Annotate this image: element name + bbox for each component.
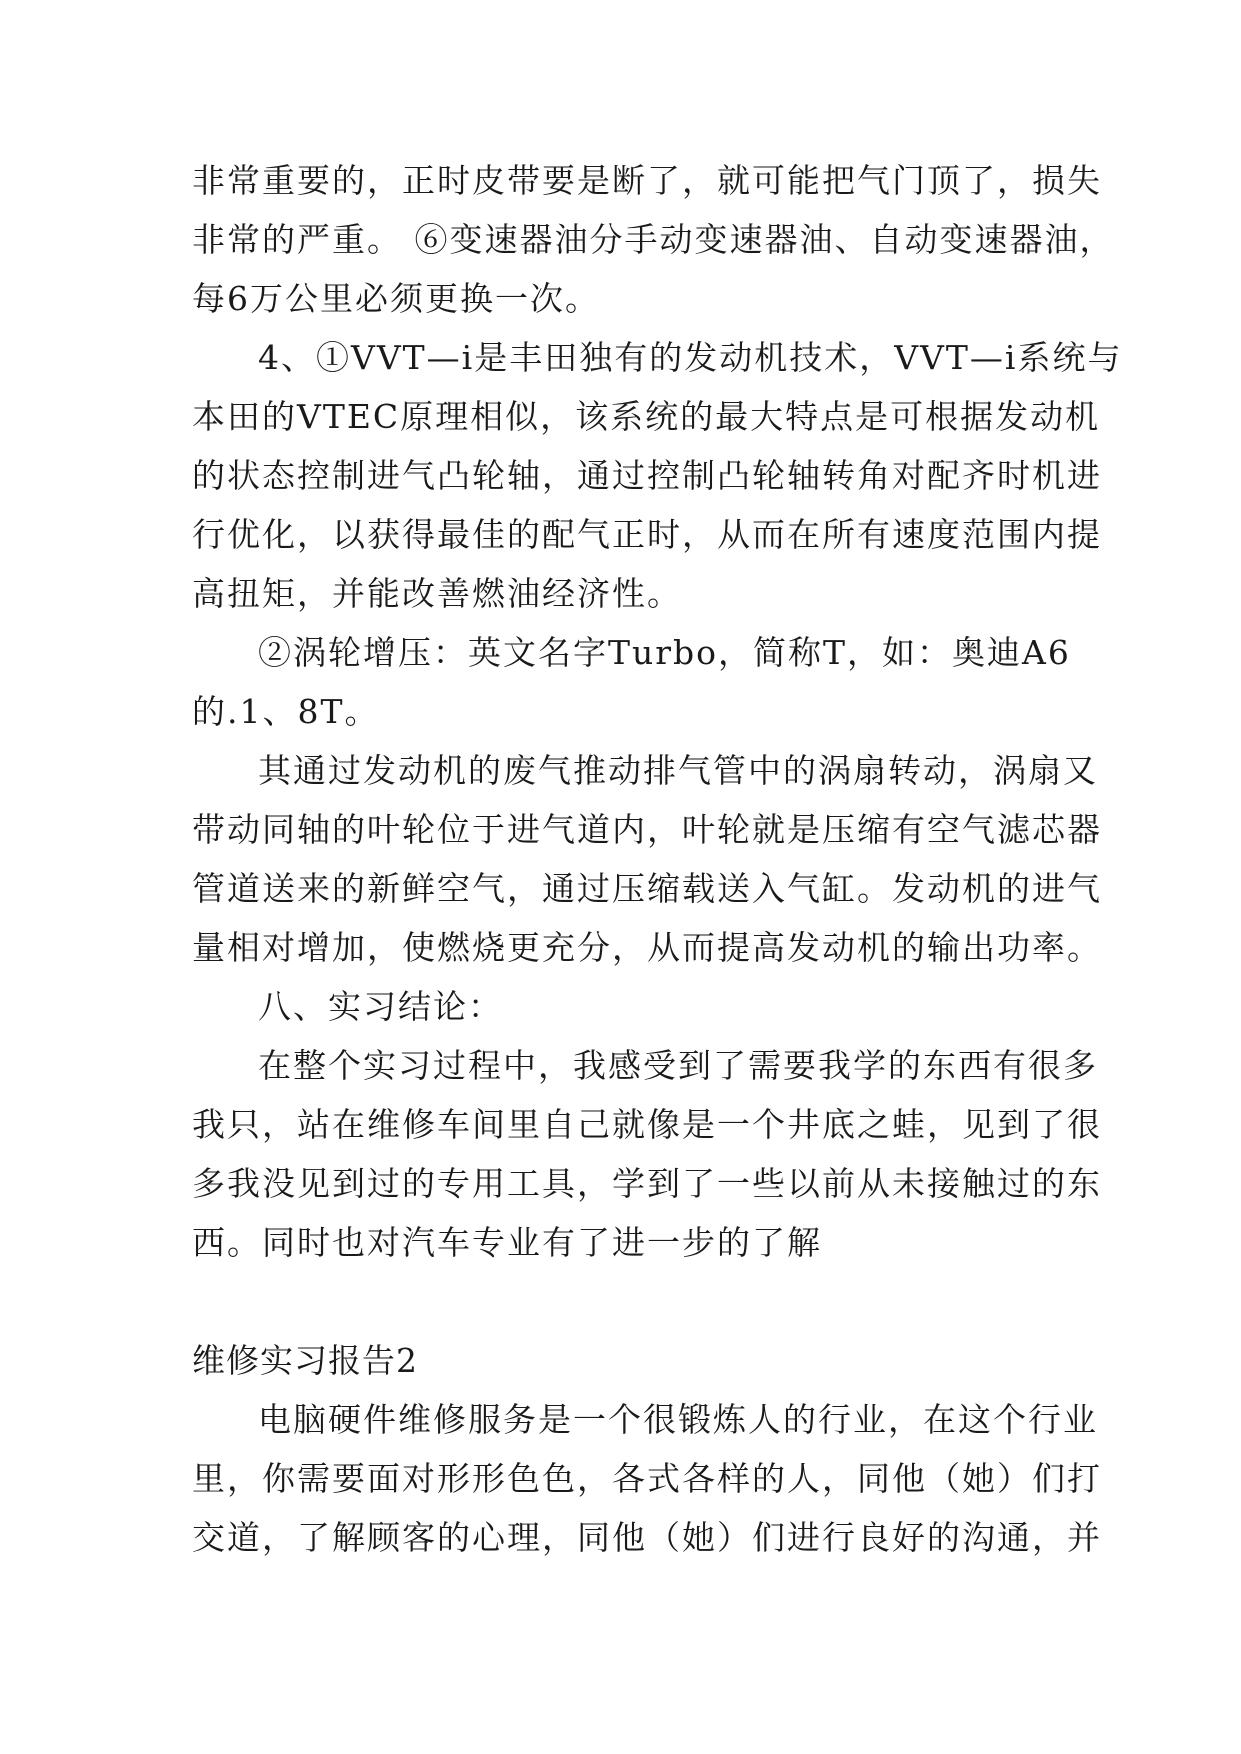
text-line: 西。同时也对汽车专业有了进一步的了解 [192,1223,822,1262]
text-line: 交道，了解顾客的心理，同他（她）们进行良好的沟通，并 [192,1518,1102,1557]
text-line: 的.1、8T。 [192,692,380,731]
paragraph-gap [192,1272,1072,1331]
text-line: 里，你需要面对形形色色，各式各样的人，同他（她）们打 [192,1459,1102,1498]
text-line: 高扭矩，并能改善燃油经济性。 [192,574,682,613]
text-line: 管道送来的新鲜空气，通过压缩载送入气缸。发动机的进气 [192,869,1102,908]
text-line: 4、①VVT—i是丰田独有的发动机技术，VVT—i系统与 [258,338,1123,377]
text-line: 本田的VTEC原理相似，该系统的最大特点是可根据发动机 [192,397,1101,436]
document-body [192,151,1123,1567]
report-title: 维修实习报告2 [192,1341,418,1380]
text-line: 其通过发动机的废气推动排气管中的涡扇转动，涡扇又 [258,751,1098,790]
section-heading: 八、实习结论： [258,987,503,1026]
text-line: 每6万公里必须更换一次。 [192,279,600,318]
text-line: 多我没见到过的专用工具，学到了一些以前从未接触过的东 [192,1164,1102,1203]
text-line: ②涡轮增压：英文名字Turbo，简称T，如：奥迪A6 [258,633,1071,672]
text-line: 的状态控制进气凸轮轴，通过控制凸轮轴转角对配齐时机进 [192,456,1102,495]
text-line: 非常的严重。 ⑥变速器油分手动变速器油、自动变速器油， [192,220,1115,259]
text-line: 我只，站在维修车间里自己就像是一个井底之蛙，见到了很 [192,1105,1102,1144]
text-line: 带动同轴的叶轮位于进气道内，叶轮就是压缩有空气滤芯器 [192,810,1102,849]
text-line: 电脑硬件维修服务是一个很锻炼人的行业，在这个行业 [258,1400,1098,1439]
text-line: 量相对增加，使燃烧更充分，从而提高发动机的输出功率。 [192,928,1102,967]
text-line: 非常重要的，正时皮带要是断了，就可能把气门顶了，损失 [192,161,1102,200]
text-line: 行优化，以获得最佳的配气正时，从而在所有速度范围内提 [192,515,1102,554]
text-line: 在整个实习过程中，我感受到了需要我学的东西有很多 [258,1046,1098,1085]
